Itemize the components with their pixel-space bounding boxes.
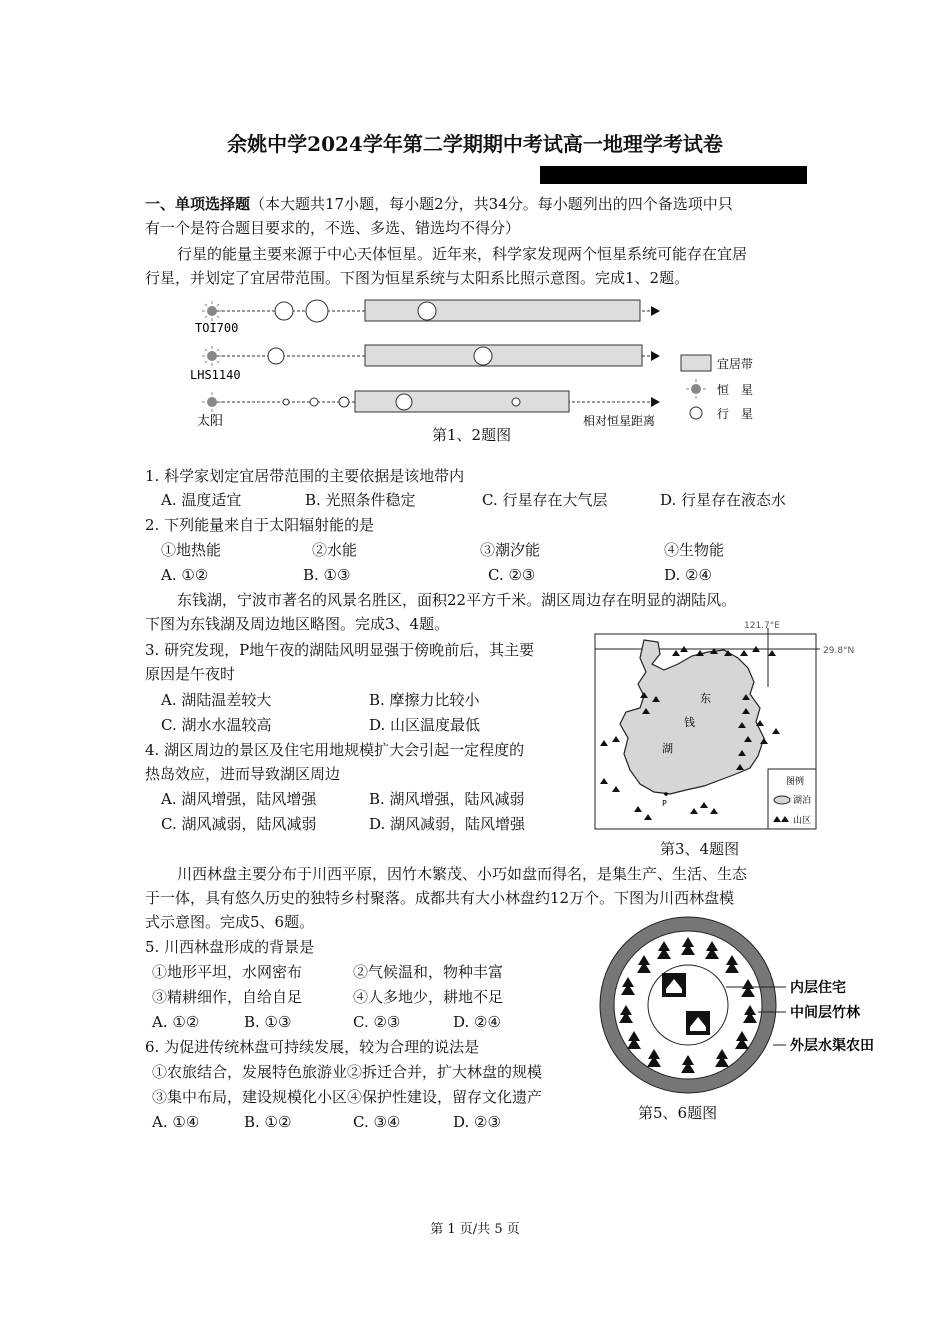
section-instructions (145, 192, 733, 217)
q5-item-1: ①地形平坦，水网密布 (152, 963, 303, 981)
section-heading: 一、单项选择题 (145, 195, 251, 213)
q6-items-line1: ①农旅结合，发展特色旅游业②拆迁合并，扩大林盘的规模 (152, 1063, 543, 1081)
q2-option-b: B. ①③ (303, 566, 351, 584)
legend-star: 恒 星 (717, 383, 754, 397)
habitable-zone-bar (355, 391, 569, 412)
passage1-line2: 行星，并划定了宜居带范围。下图为恒星系统与太阳系比照示意图。完成1、2题。 (145, 269, 690, 287)
q5-item-2: ②气候温和，物种丰富 (353, 963, 504, 981)
planet-icon (396, 394, 412, 410)
legend-lake-symbol (774, 796, 790, 804)
page-footer: 第 1 页/共 5 页 (430, 1222, 520, 1237)
figure-caption: 第1、2题图 (432, 426, 512, 444)
planet-icon (339, 397, 349, 407)
planet-icon (690, 407, 702, 419)
planet-icon (310, 398, 318, 406)
q5-option-b: B. ①③ (244, 1013, 292, 1031)
figure-caption: 第3、4题图 (660, 840, 740, 858)
redaction-bar (540, 166, 807, 184)
q2-item-2: ②水能 (312, 541, 358, 559)
linpan-figure (598, 915, 898, 1095)
legend-mountain-label: 山区 (793, 816, 812, 826)
passage2-line1: 东钱湖，宁波市著名的风景名胜区，面积22平方千米。湖区周边存在明显的湖陆风。 (177, 591, 737, 609)
q2-item-4: ④生物能 (664, 541, 725, 559)
planet-icon (512, 398, 520, 406)
passage2-line2: 下图为东钱湖及周边地区略图。完成3、4题。 (145, 615, 450, 633)
q3-stem-1: 3. 研究发现，P地午夜的湖陆风明显强于傍晚前后，其主要 (145, 641, 535, 659)
row-toi700 (195, 300, 660, 335)
latitude-label: 29.8°N (823, 646, 855, 656)
q2-stem: 2. 下列能量来自于太阳辐射能的是 (145, 516, 375, 534)
planet-icon (418, 302, 436, 320)
q4-option-d: D. 湖风减弱，陆风增强 (369, 815, 526, 833)
q2-option-d: D. ②④ (664, 566, 712, 584)
system-label: LHS1140 (190, 368, 241, 382)
planet-icon (474, 347, 492, 365)
q3-option-c: C. 湖水水温较高 (161, 716, 272, 734)
passage3-line3: 式示意图。完成5、6题。 (145, 913, 315, 931)
q2-option-c: C. ②③ (488, 566, 536, 584)
q6-option-c: C. ③④ (353, 1113, 401, 1131)
q5-item-4: ④人多地少，耕地不足 (353, 988, 504, 1006)
q6-option-a: A. ①④ (152, 1113, 200, 1131)
q2-option-a: A. ①② (161, 566, 209, 584)
q6-items-line2: ③集中布局，建设规模化小区④保护性建设，留存文化遗产 (152, 1088, 543, 1106)
planet-icon (283, 399, 289, 405)
point-p-label: P (662, 799, 667, 808)
q6-stem: 6. 为促进传统林盘可持续发展，较为合理的说法是 (145, 1038, 480, 1056)
star-icon (202, 301, 222, 321)
q5-option-c: C. ②③ (353, 1013, 401, 1031)
q3-option-d: D. 山区温度最低 (369, 716, 481, 734)
axis-label: 相对恒星距离 (583, 414, 656, 428)
instructions-line-1: （本大题共17小题，每小题2分，共34分。每小题列出的四个备选项中只 (250, 195, 733, 213)
q2-item-1: ①地热能 (161, 541, 222, 559)
q1-option-b: B. 光照条件稳定 (305, 491, 416, 509)
q1-option-a: A. 温度适宜 (161, 491, 242, 509)
planet-icon (306, 300, 328, 322)
q6-option-b: B. ①② (244, 1113, 292, 1131)
system-label: 太阳 (197, 414, 224, 429)
star-icon (202, 392, 222, 412)
q5-stem: 5. 川西林盘形成的背景是 (145, 938, 315, 956)
habitable-zone-bar (365, 300, 640, 321)
lake-char: 东 (700, 692, 711, 705)
q5-item-3: ③精耕细作，自给自足 (152, 988, 303, 1006)
q4-stem-1: 4. 湖区周边的景区及住宅用地规模扩大会引起一定程度的 (145, 741, 525, 759)
lake-char: 钱 (684, 716, 695, 729)
q4-option-a: A. 湖风增强，陆风增强 (161, 790, 317, 808)
q6-option-d: D. ②③ (453, 1113, 501, 1131)
star-icon (686, 379, 706, 399)
passage3-line2: 于一体，具有悠久历史的独特乡村聚落。成都共有大小林盘约12万个。下图为川西林盘模 (145, 889, 735, 907)
legend-lake-label: 湖泊 (793, 796, 812, 806)
house-icon (686, 1011, 710, 1035)
q1-option-d: D. 行星存在液态水 (660, 491, 787, 509)
q4-stem-2: 热岛效应，进而导致湖区周边 (145, 765, 341, 783)
habitable-zone-bar (365, 345, 642, 366)
figure-legend (681, 355, 753, 421)
label-outer: 外层水渠农田 (790, 1038, 874, 1054)
house-icon (662, 973, 686, 997)
label-middle: 中间层竹林 (790, 1005, 860, 1021)
row-lhs1140 (190, 345, 660, 382)
lake-map-figure (592, 614, 862, 834)
passage1-line1: 行星的能量主要来源于中心天体恒星。近年来，科学家发现两个恒星系统可能存在宜居 (177, 245, 748, 263)
q1-option-c: C. 行星存在大气层 (482, 491, 608, 509)
point-p-marker (664, 792, 668, 796)
star-icon (202, 346, 222, 366)
lake-char: 湖 (662, 742, 673, 755)
q5-option-d: D. ②④ (453, 1013, 501, 1031)
planet-icon (268, 348, 284, 364)
passage3-line1: 川西林盘主要分布于川西平原，因竹木繁茂、小巧如盘而得名，是集生产、生活、生态 (177, 865, 748, 883)
q2-item-3: ③潮汐能 (480, 541, 541, 559)
q1-stem: 1. 科学家划定宜居带范围的主要依据是该地带内 (145, 467, 465, 485)
q3-option-a: A. 湖陆温差较大 (161, 691, 272, 709)
q5-option-a: A. ①② (152, 1013, 200, 1031)
instructions-line-2: 有一个是符合题目要求的，不选、多选、错选均不得分） (145, 219, 521, 237)
q3-option-b: B. 摩擦力比较小 (369, 691, 480, 709)
page-title: 余姚中学2024学年第二学期期中考试高一地理学考试卷 (227, 132, 723, 156)
figure-caption: 第5、6题图 (638, 1104, 718, 1122)
q4-option-c: C. 湖风减弱，陆风减弱 (161, 815, 317, 833)
system-label: TOI700 (195, 321, 239, 335)
longitude-label: 121.7°E (744, 621, 780, 631)
legend-title: 图例 (786, 777, 805, 787)
planet-icon (275, 302, 293, 320)
label-inner: 内层住宅 (790, 980, 846, 996)
q4-option-b: B. 湖风增强，陆风减弱 (369, 790, 525, 808)
legend-planet: 行 星 (717, 407, 754, 421)
q3-stem-2: 原因是午夜时 (145, 665, 236, 683)
legend-habitable: 宜居带 (717, 357, 754, 371)
